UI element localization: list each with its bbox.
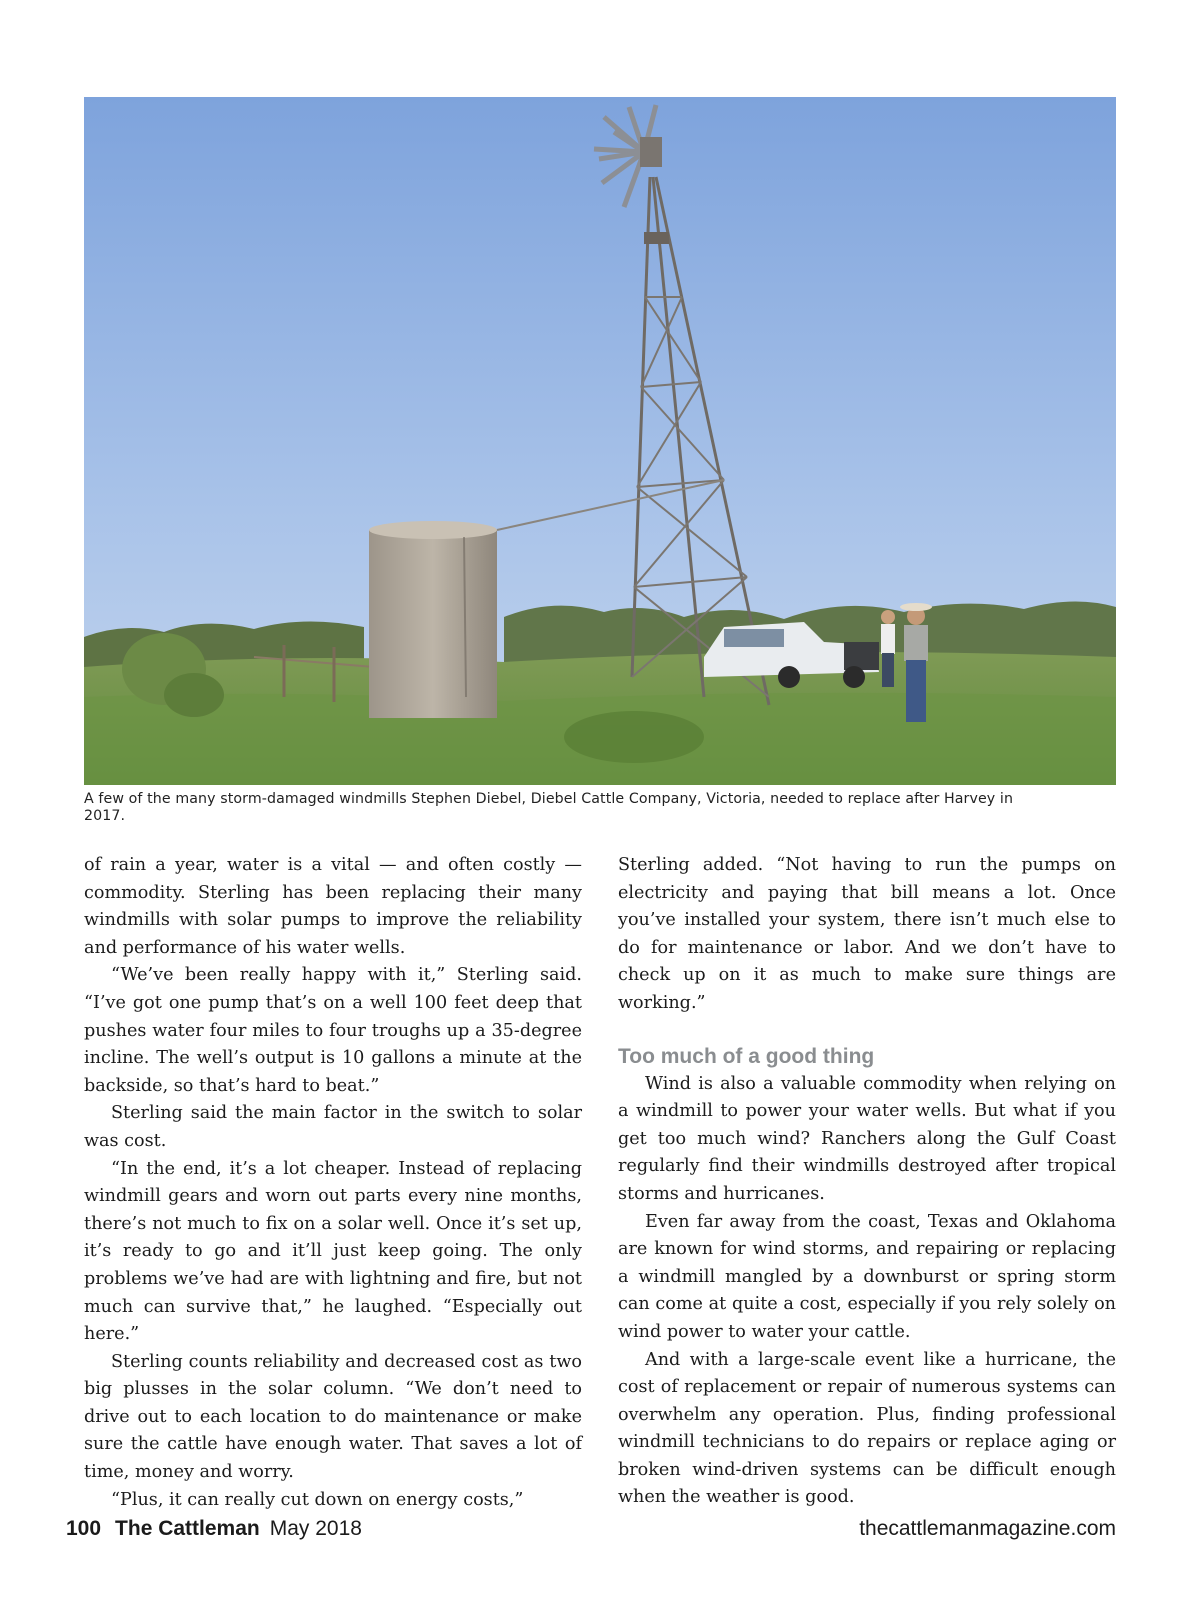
- windmill-photo: [84, 97, 1116, 785]
- page-footer: [66, 1517, 362, 1541]
- paragraph: Sterling said the main factor in the switch to solar was cost.: [84, 1103, 582, 1151]
- photo-caption: A few of the many storm-damaged windmills Stephen Diebel, Diebel Cattle Company, Victoria, needed to replace after Harvey in 2017.: [84, 791, 1014, 824]
- section-subhead: Too much of a good thing: [618, 1044, 875, 1068]
- issue-date: May 2018: [269, 1517, 362, 1540]
- article-left-column: [84, 852, 582, 1514]
- paragraph: Wind is also a valuable commodity when relying on a windmill to power your water wells. But what if you get too much wind? Ranchers along the Gulf Coast regularly find their windmills destroyed after tropical storms and hurricanes.: [618, 1073, 1116, 1204]
- paragraph: “We’ve been really happy with it,” Sterling said. “I’ve got one pump that’s on a well 100 feet deep that pushes water four miles to four troughs up a 35-degree incline. The well’s output is 10 gallons a minute at the backside, so that’s hard to beat.”: [84, 965, 582, 1096]
- paragraph: “In the end, it’s a lot cheaper. Instead of replacing windmill gears and worn out parts every nine months, there’s not much to fix on a solar well. Once it’s set up, it’s ready to go and it’ll just keep going. The only problems we’ve had are with lightning and fire, but not much can survive that,” he laughed. “Especially out here.”: [84, 1158, 582, 1345]
- paragraph: of rain a year, water is a vital — and often costly — commodity. Sterling has been replacing their many windmills with solar pumps to improve the reliability and performance of his water wells.: [84, 855, 582, 958]
- paragraph: “Plus, it can really cut down on energy costs,”: [111, 1489, 524, 1510]
- magazine-name: The Cattleman: [115, 1517, 260, 1540]
- website-url: thecattlemanmagazine.com: [859, 1517, 1116, 1540]
- paragraph: Sterling counts reliability and decreased cost as two big plusses in the solar column. “We don’t need to drive out to each location to do maintenance or make sure the cattle have enough water. That saves a lot of time, money and worry.: [84, 1351, 582, 1483]
- page-number: 100: [66, 1517, 102, 1540]
- paragraph: Sterling added. “Not having to run the pumps on electricity and paying that bill means a lot. Once you’ve installed your system, there isn’t much else to do for maintenance or labor. And we don’t have to check up on it as much to make sure things are working.”: [618, 855, 1116, 1013]
- paragraph: And with a large-scale event like a hurricane, the cost of replacement or repair of numerous systems can overwhelm any operation. Plus, finding professional windmill technicians to do repairs or replace aging or broken wind-driven systems can be difficult enough when the weather is good.: [618, 1349, 1116, 1508]
- article-right-column: [618, 852, 1116, 1512]
- paragraph: Even far away from the coast, Texas and Oklahoma are known for wind storms, and repairing or replacing a windmill mangled by a downburst or spring storm can come at quite a cost, especially if you rely solely on wind power to water your cattle.: [618, 1211, 1116, 1342]
